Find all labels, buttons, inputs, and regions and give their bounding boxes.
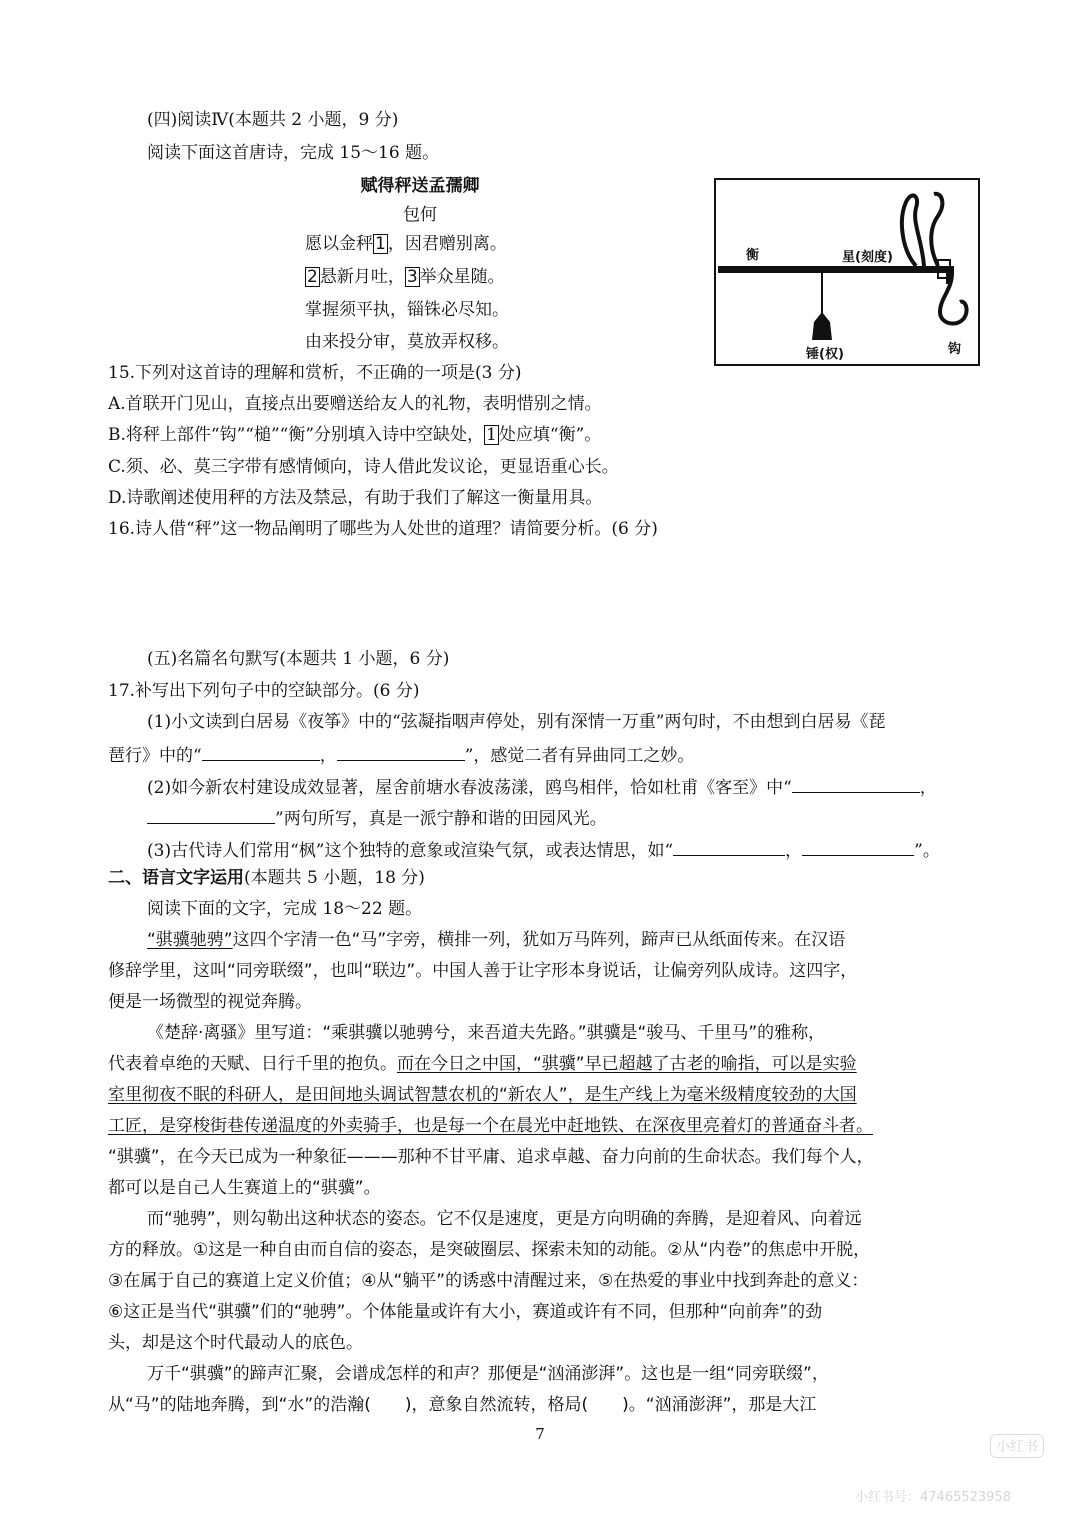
answer-blank-2 [337,742,465,761]
beam-shape [718,266,954,273]
passage-p2-line-6: 都可以是自己人生赛道上的“骐骥”。 [108,1178,381,1198]
watermark-logo: 小红书 [990,1434,1044,1458]
passage-p2-line-3: 室里彻夜不眠的科研人，是田间地头调试智慧农机的“新农人”，是生产线上为毫米级精度较劲的大国 [108,1085,857,1105]
blank-box-3: 3 [406,267,418,287]
part5-header: (五)名篇名句默写(本题共 1 小题，6 分) [147,649,450,669]
poem-line-4: 由来投分审，莫放弄权移。 [305,332,509,352]
label-chui: 锤(权) [806,347,844,362]
passage-p3-line-4: ⑥这正是当代“骐骥”们的“驰骋”。个体能量或许有大小，赛道或许有不同，但那种“向前奔”的劲 [108,1302,823,1322]
answer-blank-4 [147,805,275,824]
passage-p2-line-1: 《楚辞·离骚》里写道：“乘骐骥以驰骋兮，来吾道夫先路。”骐骥是“骏马、千里马”的雅称， [147,1023,826,1043]
q15-option-d: D.诗歌阐述使用秤的方法及禁忌，有助于我们了解这一衡量用具。 [108,488,603,508]
q15-option-b: B.将秤上部件“钩”“槌”“衡”分别填入诗中空缺处， 1 处应填“衡”。 [108,425,602,445]
hanging-loop-1 [902,195,924,266]
passage-p1-line-3: 便是一场微型的视觉奔腾。 [108,992,312,1012]
poem-line-3: 掌握须平执，锱铢必尽知。 [305,300,509,320]
watermark-id: 小红书号：47465523958 [855,1490,1011,1505]
part4-header: (四)阅读Ⅳ(本题共 2 小题，9 分) [147,110,399,130]
passage-p3-line-5: 头，却是这个时代最动人的底色。 [108,1333,363,1353]
passage-p2-line-4: 工匠，是穿梭街巷传递温度的外卖骑手，也是每一个在晨光中赶地铁、在深夜里亮着灯的普通奋斗者。 [108,1116,873,1136]
passage-p1-line-2: 修辞学里，这叫“同旁联缀”，也叫“联边”。中国人善于让字形本身说话，让偏旁列队成诗。这四字， [108,961,858,981]
passage-p3-line-3: ③在属于自己的赛道上定义价值；④从“躺平”的诱惑中清醒过来，⑤在热爱的事业中找到奔赴的意义： [108,1271,869,1291]
passage-p1-line-1: “骐骥驰骋”这四个字清一色“马”字旁，横排一列，犹如万马阵列，蹄声已从纸面传来。在汉语 [147,930,846,950]
passage-p3-line-2: 方的释放。①这是一种自由而自信的姿态，是突破圈层、探索未知的动能。②从“内卷”的焦虑中开脱， [108,1240,871,1260]
label-heng: 衡 [746,248,760,263]
q15-option-c: C.须、必、莫三字带有感情倾向，诗人借此发议论，更显语重心长。 [108,457,619,477]
poem-author: 包何 [403,205,437,225]
q17-item-1-line-2: 琶行》中的“ ， ”，感觉二者有异曲同工之妙。 [108,742,694,768]
answer-blank-6 [802,837,914,856]
hook-shape [940,273,967,324]
passage-p2-line-2: 代表着卓绝的天赋、日行千里的抱负。而在今日之中国，“骐骥”早已超越了古老的喻指，可以是实验 [108,1054,857,1074]
poem-line-2: 2 悬新月吐， 3 举众星随。 [307,267,505,287]
section2-header: 二、语言文字运用(本题共 5 小题，18 分) [108,868,425,888]
q17-stem: 17.补写出下列句子中的空缺部分。(6 分) [108,681,420,701]
q17-item-2-line-2: ”两句所写，真是一派宁静和谐的田园风光。 [147,805,607,831]
passage-p2-line-5: “骐骥”，在今天已成为一种象征———那种不甘平庸、追求卓越、奋力向前的生命状态。我们每个人， [108,1147,874,1167]
weight-shape [812,312,832,340]
option-b-box: 1 [486,425,497,445]
q15-option-a: A.首联开门见山，直接点出要赠送给友人的礼物，表明惜别之情。 [108,394,602,414]
poem-line-1: 愿以金秤 1 ，因君赠别离。 [305,234,507,254]
blank-box-1: 1 [375,234,386,254]
passage-p3-line-1: 而“驰骋”，则勾勒出这种状态的姿态。它不仅是速度，更是方向明确的奔腾，是迎着风、向着远 [147,1209,862,1229]
page-number: 7 [535,1425,545,1443]
label-gou: 钩 [948,342,962,357]
answer-blank-5 [673,837,785,856]
part4-instruction: 阅读下面这首唐诗，完成 15～16 题。 [147,143,440,163]
section2-instruction: 阅读下面的文字，完成 18～22 题。 [147,899,423,919]
label-xing: 星(刻度) [842,250,893,265]
steelyard-figure [714,178,980,366]
blank-box-2: 2 [307,267,318,287]
q15-stem: 15.下列对这首诗的理解和赏析，不正确的一项是(3 分) [108,363,522,383]
answer-blank-3 [792,774,920,793]
passage-p4-line-2: 从“马”的陆地奔腾，到“水”的浩瀚( )，意象自然流转，格局( )。“汹涌澎湃”，那是大江 [108,1395,817,1415]
passage-p4-line-1: 万千“骐骥”的蹄声汇聚，会谱成怎样的和声？那便是“汹涌澎湃”。这也是一组“同旁联缀”， [147,1364,829,1384]
q17-item-2-line-1: (2)如今新农村建设成效显著，屋舍前塘水春波荡漾，鸥鸟相伴，恰如杜甫《客至》中“ ， [147,774,937,800]
hanging-loop-2 [931,194,942,266]
poem-title: 赋得秤送孟孺卿 [360,176,480,196]
q17-item-1-line-1: (1)小文读到白居易《夜筝》中的“弦凝指咽声停处，别有深情一万重”两句时，不由想到白居易《琵 [147,712,886,732]
steelyard-drawing [716,180,978,364]
q17-item-3: (3)古代诗人们常用“枫”这个独特的意象或渲染气氛，或表达情思，如“ ， ”。 [147,837,940,863]
q16-stem: 16.诗人借“秤”这一物品阐明了哪些为人处世的道理？请简要分析。(6 分) [108,519,658,539]
answer-blank-1 [202,742,320,761]
